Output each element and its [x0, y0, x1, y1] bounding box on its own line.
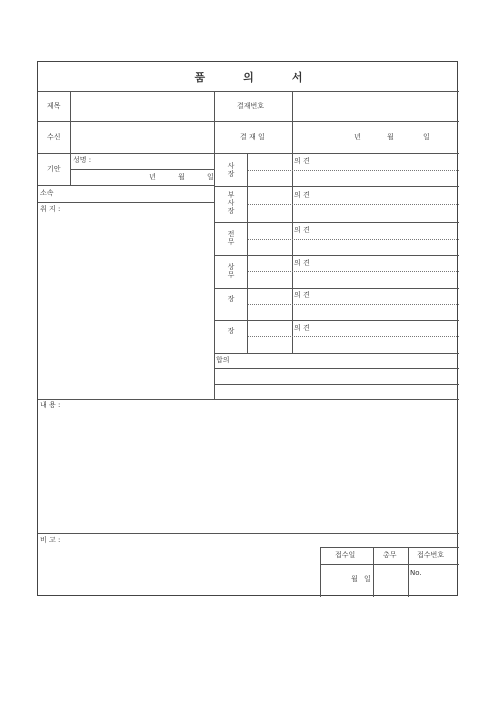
- opinion-label: 의 견: [294, 191, 310, 199]
- remarks-label: 비 고 :: [40, 536, 61, 544]
- receipt-day-label: 일: [364, 575, 371, 583]
- approver-char: 장: [227, 327, 235, 335]
- approver-char: 장: [227, 170, 235, 178]
- name-label: 성명 :: [73, 156, 92, 164]
- divider: [38, 153, 459, 154]
- dotted-line: [248, 204, 459, 205]
- dotted-line: [248, 170, 459, 171]
- receipt-number-header: 접수번호: [417, 551, 445, 559]
- dotted-line: [248, 239, 459, 240]
- drafter-label: 기안: [47, 165, 61, 173]
- approver-char: 전: [227, 230, 235, 238]
- divider: [38, 533, 459, 534]
- subject-field[interactable]: [72, 93, 212, 120]
- receipt-date-header: 접수일: [335, 551, 356, 559]
- title-char-1: 품: [194, 70, 206, 84]
- divider: [214, 255, 459, 256]
- divider: [247, 153, 248, 353]
- title-char-2: 의: [243, 70, 254, 84]
- approval-month-label: 월: [387, 133, 394, 141]
- divider: [214, 222, 459, 223]
- approver-president-label: [216, 162, 246, 178]
- approver-char: 상: [227, 263, 235, 271]
- divider: [38, 121, 459, 122]
- recipient-label: 수신: [47, 133, 61, 141]
- divider: [38, 202, 215, 203]
- form-title: [38, 62, 459, 91]
- dotted-line: [248, 271, 459, 272]
- approval-year-label: 년: [354, 133, 361, 141]
- opinion-label: 의 견: [294, 259, 310, 267]
- approval-number-label: 결재번호: [237, 102, 265, 110]
- divider: [292, 153, 293, 353]
- approver-char: 장: [227, 207, 235, 215]
- name-field[interactable]: [102, 155, 212, 167]
- content-label: 내 용 :: [40, 401, 61, 409]
- approver-head-6-label: [216, 327, 246, 335]
- approver-head-5-label: [216, 295, 246, 303]
- divider: [292, 91, 293, 153]
- approver-char: 무: [227, 238, 235, 246]
- purpose-label: 취 지 :: [40, 205, 61, 213]
- draft-day-label: 일: [207, 173, 214, 181]
- recipient-field[interactable]: [72, 123, 212, 151]
- divider: [38, 399, 459, 400]
- approval-day-label: 일: [423, 133, 430, 141]
- approver-char: 사: [227, 162, 235, 170]
- opinion-label: 의 견: [294, 324, 310, 332]
- divider: [408, 547, 409, 597]
- divider: [214, 288, 459, 289]
- divider: [320, 547, 321, 597]
- approval-request-form: [37, 61, 458, 596]
- approver-vice-president-label: [216, 191, 246, 215]
- approval-date-label: 결 재 일: [240, 133, 265, 141]
- opinion-label: 의 견: [294, 291, 310, 299]
- divider: [373, 547, 374, 597]
- approver-char: 부: [227, 191, 235, 199]
- divider: [38, 185, 215, 186]
- dotted-line: [248, 336, 459, 337]
- receipt-month-label: 월: [351, 575, 358, 583]
- approver-char: 사: [227, 199, 235, 207]
- approver-char: 무: [227, 271, 235, 279]
- opinion-label: 의 견: [294, 157, 310, 165]
- remarks-field[interactable]: [40, 547, 318, 595]
- divider: [214, 353, 459, 354]
- divider: [214, 186, 459, 187]
- purpose-field[interactable]: [40, 215, 212, 397]
- title-char-3: 서: [291, 70, 303, 84]
- receipt-no-label: No.: [410, 569, 422, 577]
- general-affairs-header: 총무: [383, 551, 397, 559]
- subject-label: 제목: [47, 102, 61, 110]
- department-field[interactable]: [72, 187, 212, 201]
- approver-managing-director-label: [216, 263, 246, 279]
- content-field[interactable]: [40, 411, 457, 531]
- approver-executive-director-label: [216, 230, 246, 246]
- divider: [38, 91, 459, 92]
- agreement-label: 합의: [216, 356, 230, 364]
- divider: [320, 547, 459, 548]
- approver-char: 장: [227, 295, 235, 303]
- dotted-line: [248, 304, 459, 305]
- divider: [214, 368, 459, 369]
- opinion-label: 의 견: [294, 226, 310, 234]
- divider: [70, 91, 71, 186]
- divider: [70, 169, 214, 170]
- draft-month-label: 월: [178, 173, 185, 181]
- divider: [320, 564, 459, 565]
- department-label: 소속: [40, 189, 54, 197]
- divider: [214, 320, 459, 321]
- approval-number-field[interactable]: [294, 93, 457, 120]
- divider: [214, 384, 459, 385]
- draft-year-label: 년: [149, 173, 156, 181]
